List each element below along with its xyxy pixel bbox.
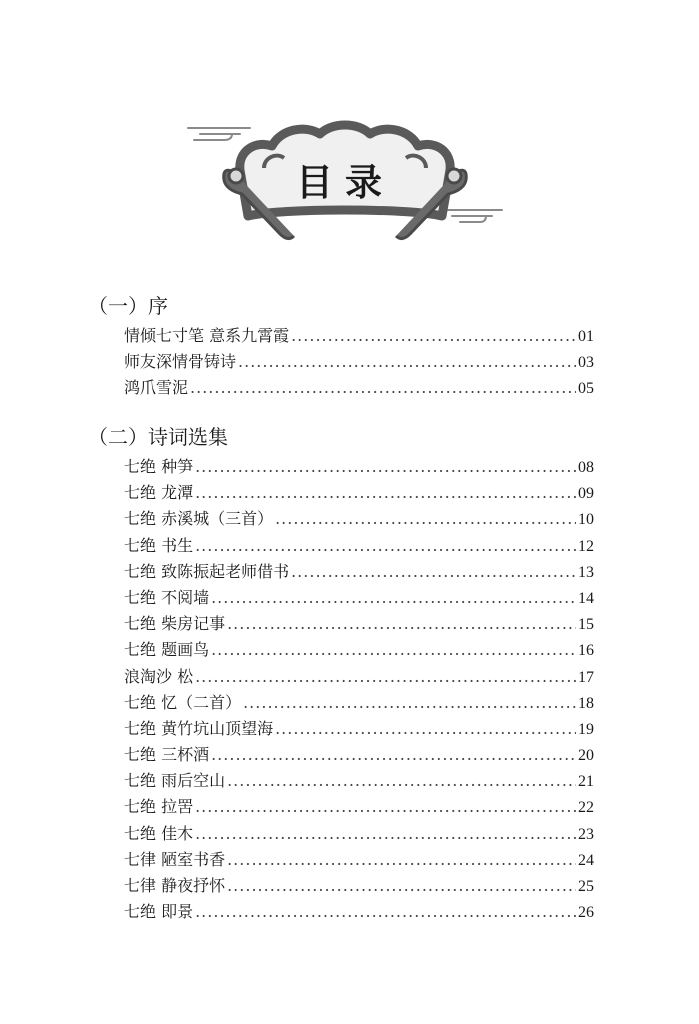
dot-leader bbox=[195, 824, 576, 843]
toc-entry-page: 13 bbox=[578, 563, 594, 581]
toc-entry-page: 14 bbox=[578, 589, 594, 607]
toc-entry-title: 七绝 赤溪城（三首） bbox=[124, 509, 274, 529]
dot-leader bbox=[238, 352, 576, 371]
toc-entry-page: 15 bbox=[578, 616, 594, 634]
toc-entry-page: 20 bbox=[578, 747, 594, 765]
toc-entry[interactable] bbox=[124, 611, 594, 637]
toc-entry[interactable] bbox=[124, 533, 594, 559]
toc-entry-page: 26 bbox=[578, 904, 594, 922]
toc-entry-title: 七绝 龙潭 bbox=[124, 483, 194, 503]
toc-entry-title: 七绝 致陈振起老师借书 bbox=[124, 561, 290, 581]
toc-entry-title: 七绝 柴房记事 bbox=[124, 614, 226, 634]
toc-entry-title: 七绝 题画鸟 bbox=[124, 640, 210, 660]
toc-entry-page: 22 bbox=[578, 799, 594, 817]
toc-entry-page: 18 bbox=[578, 694, 594, 712]
toc-entry-title: 七绝 即景 bbox=[124, 902, 194, 922]
toc-entry[interactable] bbox=[124, 873, 594, 899]
dot-leader bbox=[227, 850, 576, 869]
toc-entry[interactable] bbox=[124, 821, 594, 847]
dot-leader bbox=[243, 693, 576, 712]
toc-entry-page: 10 bbox=[578, 511, 594, 529]
toc-entry[interactable] bbox=[124, 664, 594, 690]
toc-entry[interactable] bbox=[124, 716, 594, 742]
toc-entry-page: 12 bbox=[578, 537, 594, 555]
dot-leader bbox=[275, 719, 576, 738]
toc-entry-title: 七绝 种笋 bbox=[124, 457, 194, 476]
toc-entry[interactable] bbox=[124, 349, 594, 375]
toc-entry-page: 01 bbox=[578, 328, 594, 345]
toc-entry-page: 21 bbox=[578, 773, 594, 791]
dot-leader bbox=[195, 483, 576, 502]
toc-list-1 bbox=[124, 323, 594, 402]
toc-entry-page: 08 bbox=[578, 459, 594, 476]
toc-entry-title: 七绝 黄竹坑山顶望海 bbox=[124, 718, 274, 738]
toc-entry[interactable] bbox=[124, 585, 594, 611]
toc-entry-page: 24 bbox=[578, 851, 594, 869]
dot-leader bbox=[275, 509, 576, 528]
toc-entry-title: 七绝 忆（二首） bbox=[124, 692, 242, 712]
section-heading-1: （一）序 bbox=[88, 294, 168, 318]
toc-entry[interactable] bbox=[124, 454, 594, 480]
toc-entry-title: 七律 陋室书香 bbox=[124, 849, 226, 869]
toc-entry[interactable] bbox=[124, 323, 594, 349]
toc-entry[interactable] bbox=[124, 559, 594, 585]
dot-leader bbox=[195, 457, 576, 476]
toc-entry[interactable] bbox=[124, 480, 594, 506]
toc-entry-page: 23 bbox=[578, 825, 594, 843]
dot-leader bbox=[195, 667, 576, 686]
toc-entry[interactable] bbox=[124, 794, 594, 820]
toc-entry-page: 05 bbox=[578, 380, 594, 398]
dot-leader bbox=[211, 588, 576, 607]
toc-entry-page: 09 bbox=[578, 485, 594, 503]
toc-entry-page: 19 bbox=[578, 720, 594, 738]
toc-entry-title: 七律 静夜抒怀 bbox=[124, 876, 226, 895]
toc-entry-title: 七绝 三杯酒 bbox=[124, 745, 210, 765]
dot-leader bbox=[227, 771, 576, 790]
toc-entry[interactable] bbox=[124, 506, 594, 532]
toc-entry-title: 鸿爪雪泥 bbox=[124, 378, 189, 398]
toc-entry-title: 浪淘沙 松 bbox=[124, 666, 194, 686]
dot-leader bbox=[195, 902, 576, 921]
page-title: 目录 bbox=[296, 161, 394, 204]
toc-entry-page: 03 bbox=[578, 354, 594, 372]
toc-entry[interactable] bbox=[124, 899, 594, 925]
toc-entry[interactable] bbox=[124, 375, 594, 401]
toc-entry-title: 七绝 书生 bbox=[124, 535, 194, 555]
toc-entry-page: 17 bbox=[578, 668, 594, 686]
toc-entry-page: 16 bbox=[578, 642, 594, 660]
toc-entry-page: 25 bbox=[578, 878, 594, 895]
dot-leader bbox=[195, 797, 576, 816]
toc-entry-title: 七绝 不阅墙 bbox=[124, 587, 210, 607]
title-banner bbox=[180, 112, 510, 247]
dot-leader bbox=[227, 614, 576, 633]
dot-leader bbox=[227, 876, 576, 895]
dot-leader bbox=[211, 640, 576, 659]
toc-entry-title: 情倾七寸笔 意系九霄霞 bbox=[124, 326, 290, 345]
section-heading-2: （二）诗词选集 bbox=[88, 425, 228, 449]
dot-leader bbox=[195, 536, 576, 555]
toc-entry-title: 七绝 佳木 bbox=[124, 823, 194, 843]
toc-entry-title: 师友深情骨铸诗 bbox=[124, 352, 237, 372]
dot-leader bbox=[190, 378, 576, 397]
toc-entry[interactable] bbox=[124, 637, 594, 663]
dot-leader bbox=[211, 745, 576, 764]
toc-entry[interactable] bbox=[124, 847, 594, 873]
toc-entry[interactable] bbox=[124, 768, 594, 794]
dot-leader bbox=[291, 562, 576, 581]
toc-entry[interactable] bbox=[124, 690, 594, 716]
toc-list-2 bbox=[124, 454, 594, 925]
dot-leader bbox=[291, 326, 576, 345]
toc-entry[interactable] bbox=[124, 742, 594, 768]
toc-entry-title: 七绝 雨后空山 bbox=[124, 771, 226, 791]
toc-entry-title: 七绝 拉罟 bbox=[124, 797, 194, 817]
